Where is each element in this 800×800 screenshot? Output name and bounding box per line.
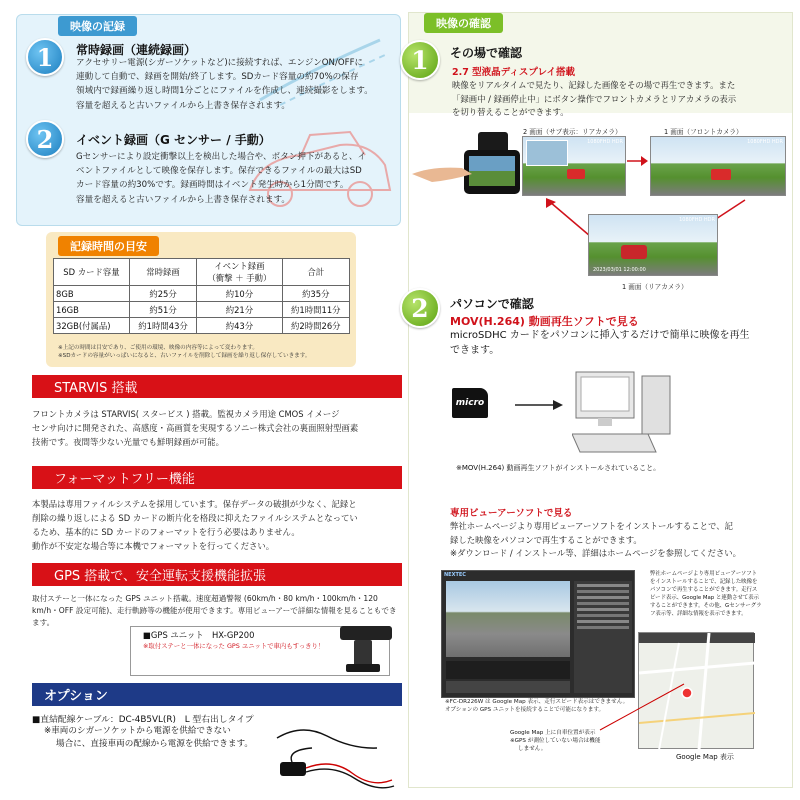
screen-rear: 1080FHD HDR 2023/03/01 12:00:00 xyxy=(588,214,718,276)
item-title-continuous: 常時録画（連続録画） xyxy=(76,43,197,57)
item-body-event: Gセンサーにより設定衝撃以上を検出した場合や、ボタン押下があると、イ ベントファイルとして映像を保存します。保存できるファイルの最大はSD カード容量の約30%です。録画時間はイベント発生時から1分間です。 容量を超えると古いファイルから上書き保存されます。 xyxy=(76,152,367,205)
viewer-bottom-note: ※FC-DR226W は Google Map 表示、走行スピード表示はできません。 オプションの GPS ユニットを接続することで可能になります。 xyxy=(445,699,629,713)
table-row: 32GB(付属品) 約1時間43分 約43分 約2時間26分 xyxy=(54,318,350,334)
confirm-number-1: 1 xyxy=(400,40,440,80)
microsd-card-icon: micro xyxy=(452,388,488,418)
confirm-item1-subtitle: 2.7 型液晶ディスプレイ搭載 xyxy=(452,67,576,78)
screen-label-dual: 2 画面（サブ表示：リアカメラ） xyxy=(523,128,622,136)
rec-time-table xyxy=(53,258,350,334)
confirm-item1-body: 映像をリアルタイムで見たり、記録した画像をその場で再生できます。また 「録画中 / 録画停止中」にボタン操作でフロントカメラとリアカメラの表示 を切り替えることができます。 xyxy=(452,80,737,118)
confirm-item1-title: その場で確認 xyxy=(450,46,523,60)
red-car xyxy=(567,169,585,179)
table-header: 常時録画 xyxy=(129,259,196,286)
gps-header: GPS 搭載で、安全運転支援機能拡張 xyxy=(32,563,402,586)
confirm-item2-body: microSDHC カードをパソコンに挿入するだけで簡単に映像を再生 できます。 xyxy=(450,330,750,356)
viewer-app-name: NEXTEC xyxy=(444,572,466,578)
viewer-side-note: 弊社ホームページより専用ビューアーソフト をインストールすることで、記録した映像を パソコンで再生することができます。走行ス ピード表示、Google Map と連動させて表示 することができます。その他、Gセンサーグラ フ表示等、詳細な情報を表示できます。 xyxy=(650,571,762,617)
screen-label-rear: 1 画面（リアカメラ） xyxy=(622,283,688,291)
screen-front: 1080FHD HDR xyxy=(650,136,786,196)
pc-note: ※MOV(H.264) 動画再生ソフトがインストールされていること。 xyxy=(456,464,661,472)
pc-icon xyxy=(572,370,682,458)
confirm-item2-subtitle: MOV(H.264) 動画再生ソフトで見る xyxy=(450,315,639,328)
table-header: 合計 xyxy=(282,259,349,286)
table-header: SD カード容量 xyxy=(54,259,130,286)
option-item: ■直結配線ケーブル：DC-4B5VL(R) L 型右出しタイプ xyxy=(32,715,254,725)
screen-dual: 1080FHD HDR xyxy=(522,136,626,196)
format-free-body: 本製品は専用ファイルシステムを採用しています。保存データの破損が少なく、記録と 削除の繰り返しによる SD カードの断片化を格段に抑えたファイルシステムとなってい るため、基本的に SD カードのフォーマットを行う必要はありません。 動作が不安定な場合等に本機でフォーマットを行ってください。 xyxy=(32,499,358,551)
screen-label-front: 1 画面（フロントカメラ） xyxy=(664,128,743,136)
viewer-body: 弊社ホームページより専用ビューアーソフトをインストールすることで、記 録した映像をパソコンで再生することができます。 ※ダウンロード / インストール等、詳細はホームページを参照してください。 xyxy=(450,521,741,559)
map-note: Google Map 上に自車位置が表示 ※GPS が測位していない場合は機能 しません。 xyxy=(510,730,601,752)
item-body-continuous: アクセサリー電源(シガーソケットなど)に接続すれば、エンジンON/OFFに 連動して自動で、録画を開始/終了します。SDカード容量の約70%の保存 領域内で録画繰り返し時間1分ごとにファイルを作成し、連続撮影をします。 容量を超えると古いファイルから上書き保存されます。 xyxy=(76,58,373,111)
red-car xyxy=(711,169,731,180)
option-header: オプション xyxy=(32,683,402,706)
rec-time-notes: ※上記の時間は目安であり、ご使用の環境、映像の内容等によって変わります。 ※SDカードの容量がいっぱいになると、古いファイルを削除して録画を繰り返し保存していきます。 xyxy=(58,345,311,359)
rec-time-panel xyxy=(46,232,356,367)
starvis-header: STARVIS 搭載 xyxy=(32,375,402,398)
confirm-tag: 映像の確認 xyxy=(424,13,503,33)
viewer-subtitle: 専用ビューアーソフトで見る xyxy=(450,508,573,519)
gps-unit-image xyxy=(336,620,396,678)
gps-unit-note: ※取付ステーと一体になった GPS ユニットで車内もすっきり！ xyxy=(143,642,325,650)
red-car xyxy=(621,245,647,259)
cable-image xyxy=(272,718,402,790)
confirm-number-2: 2 xyxy=(400,288,440,328)
arrow-right-icon xyxy=(627,155,649,167)
map-pointer-line xyxy=(596,680,686,736)
viewer-app-screenshot xyxy=(441,570,635,698)
table-header: イベント録画 （衝撃 ＋ 手動） xyxy=(197,259,282,286)
dashcam-device-image xyxy=(412,130,524,210)
number-badge-2: 2 xyxy=(26,120,64,158)
gps-unit-label: ■GPS ユニット HX-GP200 xyxy=(143,630,255,640)
number-badge-1: 1 xyxy=(26,38,64,76)
arrow-right-icon xyxy=(515,399,565,411)
recording-tag: 映像の記録 xyxy=(58,16,137,36)
viewer-file-list xyxy=(574,581,632,693)
viewer-graph xyxy=(446,661,570,679)
table-row: 8GB 約25分 約10分 約35分 xyxy=(54,286,350,302)
rec-time-tag: 記録時間の目安 xyxy=(58,236,159,256)
table-row: 16GB 約51分 約21分 約1時間11分 xyxy=(54,302,350,318)
item-title-event: イベント録画（G センサー / 手動） xyxy=(76,133,271,147)
map-caption: Google Map 表示 xyxy=(676,753,734,761)
format-free-header: フォーマットフリー機能 xyxy=(32,466,402,489)
viewer-video xyxy=(446,581,570,657)
confirm-item2-title: パソコンで確認 xyxy=(450,297,534,311)
starvis-body: フロントカメラは STARVIS( スタービス ) 搭載。監視カメラ用途 CMOS イメージ センサ向けに開発された、高感度・高画質を実現するソニー株式会社の裏面照射型画素 技術です。夜間等少ない光量でも鮮明録画が可能。 xyxy=(32,409,359,447)
sub-screen xyxy=(526,140,568,166)
gps-body: 取付ステーと一体になった GPS ユニット搭載。速度超過警報 (60km/h・80 km/h・100km/h・120 km/h・OFF 設定可能)、走行軌跡等の機能が使用できます。専用ビューアーで詳細な情報を見ることもでき ます。 xyxy=(32,594,397,627)
viewer-controls[interactable] xyxy=(446,681,570,693)
option-notes: ※車両のシガーソケットから電源を供給できない 場合に、直接車両の配線から電源を供給できます。 xyxy=(44,726,253,749)
